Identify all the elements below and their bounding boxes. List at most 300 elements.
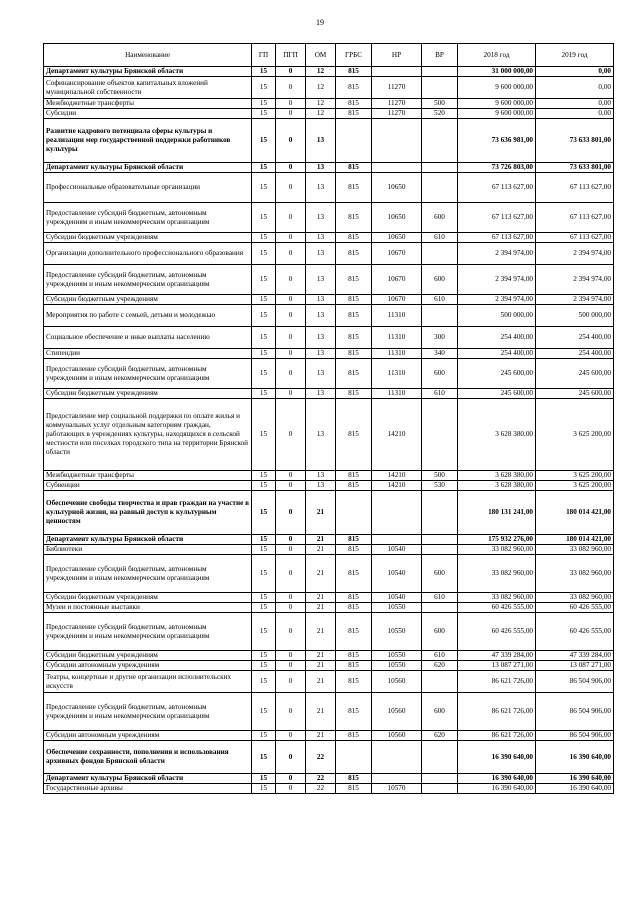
cell-amount-2019: 86 504 906,00 [536,693,614,731]
cell-om: 21 [306,613,336,651]
cell-nr: 10550 [372,613,422,651]
cell-nr: 10540 [372,555,422,593]
cell-gp: 15 [252,119,276,163]
cell-name: Субвенции [44,481,252,491]
cell-pgp: 0 [276,295,306,305]
cell-amount-2018: 2 394 974,00 [458,243,536,265]
cell-pgp: 0 [276,651,306,661]
cell-grbs: 815 [336,327,372,349]
cell-gp: 15 [252,593,276,603]
cell-amount-2018: 3 628 380,00 [458,471,536,481]
cell-amount-2019: 3 625 200,00 [536,471,614,481]
cell-amount-2019: 245 600,00 [536,359,614,389]
cell-amount-2018: 254 400,00 [458,327,536,349]
table-row [44,359,614,389]
cell-pgp: 0 [276,233,306,243]
cell-pgp: 0 [276,327,306,349]
cell-name: Межбюджетные трансферты [44,471,252,481]
cell-vr [422,399,458,471]
cell-om: 13 [306,163,336,173]
cell-gp: 15 [252,741,276,774]
cell-amount-2018: 3 628 380,00 [458,481,536,491]
cell-om: 12 [306,109,336,119]
cell-pgp: 0 [276,471,306,481]
cell-grbs: 815 [336,233,372,243]
cell-om: 13 [306,305,336,327]
cell-vr: 620 [422,661,458,671]
cell-gp: 15 [252,471,276,481]
cell-grbs: 815 [336,399,372,471]
cell-amount-2019: 73 633 801,00 [536,119,614,163]
cell-amount-2018: 9 600 000,00 [458,109,536,119]
cell-vr: 600 [422,203,458,233]
cell-gp: 15 [252,203,276,233]
cell-amount-2018: 67 113 627,00 [458,203,536,233]
cell-pgp: 0 [276,109,306,119]
cell-nr: 11310 [372,389,422,399]
cell-pgp: 0 [276,265,306,295]
cell-amount-2018: 245 600,00 [458,359,536,389]
cell-name: Библиотеки [44,545,252,555]
cell-pgp: 0 [276,774,306,784]
cell-name: Развитие кадрового потенциала сферы культуры и реализации мер государственной поддержки работников культуры [44,119,252,163]
cell-nr: 10560 [372,731,422,741]
cell-pgp: 0 [276,603,306,613]
cell-amount-2019: 60 426 555,00 [536,603,614,613]
cell-amount-2019: 0,00 [536,77,614,99]
cell-om: 21 [306,693,336,731]
cell-gp: 15 [252,555,276,593]
table-row [44,389,614,399]
cell-nr: 10670 [372,265,422,295]
header-om: ОМ [306,44,336,67]
cell-amount-2019: 33 082 960,00 [536,545,614,555]
cell-pgp: 0 [276,77,306,99]
cell-pgp: 0 [276,671,306,693]
table-row [44,661,614,671]
cell-grbs: 815 [336,173,372,203]
cell-name: Субсидии бюджетным учреждениям [44,295,252,305]
cell-amount-2018: 33 082 960,00 [458,545,536,555]
cell-pgp: 0 [276,163,306,173]
cell-pgp: 0 [276,203,306,233]
cell-nr: 10550 [372,651,422,661]
cell-amount-2018: 3 628 380,00 [458,399,536,471]
cell-pgp: 0 [276,693,306,731]
cell-vr: 500 [422,99,458,109]
budget-table [43,43,614,794]
cell-om: 21 [306,661,336,671]
table-row [44,693,614,731]
cell-vr [422,774,458,784]
cell-amount-2018: 16 390 640,00 [458,784,536,794]
table-row [44,613,614,651]
cell-vr [422,784,458,794]
cell-grbs: 815 [336,555,372,593]
cell-pgp: 0 [276,243,306,265]
cell-pgp: 0 [276,399,306,471]
cell-amount-2019: 67 113 627,00 [536,203,614,233]
cell-name: Предоставление мер социальной поддержки по оплате жилья и коммунальных услуг отдельным категориям граждан, работающих в учреждениях культуры, находящихся в сельской местности или поселках городского типа на территории Брянской области [44,399,252,471]
cell-name: Театры, концертные и другие организации исполнительских искусств [44,671,252,693]
cell-om: 13 [306,119,336,163]
cell-amount-2019: 16 390 640,00 [536,741,614,774]
table-row [44,203,614,233]
cell-pgp: 0 [276,535,306,545]
table-row [44,535,614,545]
cell-name: Государственные архивы [44,784,252,794]
cell-nr: 11270 [372,109,422,119]
cell-name: Департамент культуры Брянской области [44,67,252,77]
cell-gp: 15 [252,774,276,784]
header-year-2019: 2019 год [536,44,614,67]
cell-om: 12 [306,77,336,99]
cell-gp: 15 [252,67,276,77]
cell-vr: 600 [422,265,458,295]
cell-vr [422,741,458,774]
cell-pgp: 0 [276,731,306,741]
cell-grbs: 815 [336,731,372,741]
cell-gp: 15 [252,233,276,243]
cell-gp: 15 [252,243,276,265]
cell-amount-2019: 0,00 [536,99,614,109]
cell-name: Музеи и постоянные выставки [44,603,252,613]
cell-gp: 15 [252,327,276,349]
cell-amount-2019: 254 400,00 [536,349,614,359]
cell-vr: 610 [422,233,458,243]
cell-om: 21 [306,651,336,661]
cell-name: Департамент культуры Брянской области [44,163,252,173]
cell-vr: 610 [422,295,458,305]
cell-grbs: 815 [336,774,372,784]
table-row [44,295,614,305]
cell-amount-2018: 47 339 284,00 [458,651,536,661]
cell-om: 22 [306,784,336,794]
cell-om: 12 [306,67,336,77]
cell-nr: 10570 [372,784,422,794]
cell-vr [422,545,458,555]
table-row [44,233,614,243]
cell-gp: 15 [252,295,276,305]
cell-om: 13 [306,471,336,481]
cell-gp: 15 [252,99,276,109]
cell-nr [372,741,422,774]
cell-gp: 15 [252,359,276,389]
table-row [44,491,614,535]
table-row [44,399,614,471]
cell-om: 13 [306,389,336,399]
cell-pgp: 0 [276,119,306,163]
cell-vr: 520 [422,109,458,119]
cell-nr [372,774,422,784]
cell-pgp: 0 [276,613,306,651]
cell-name: Стипендии [44,349,252,359]
cell-pgp: 0 [276,784,306,794]
cell-name: Субсидии бюджетным учреждениям [44,389,252,399]
cell-grbs: 815 [336,471,372,481]
cell-gp: 15 [252,545,276,555]
table-header-row [44,44,614,67]
cell-vr: 500 [422,471,458,481]
cell-gp: 15 [252,535,276,545]
cell-grbs: 815 [336,99,372,109]
cell-om: 22 [306,774,336,784]
cell-nr: 10560 [372,693,422,731]
cell-pgp: 0 [276,359,306,389]
table-row [44,671,614,693]
cell-amount-2018: 60 426 555,00 [458,603,536,613]
cell-pgp: 0 [276,593,306,603]
cell-amount-2018: 73 636 981,00 [458,119,536,163]
cell-amount-2019: 67 113 627,00 [536,233,614,243]
cell-om: 21 [306,603,336,613]
cell-amount-2018: 33 082 960,00 [458,593,536,603]
cell-om: 13 [306,349,336,359]
table-row [44,265,614,295]
cell-om: 21 [306,535,336,545]
cell-vr: 300 [422,327,458,349]
cell-gp: 15 [252,481,276,491]
header-pgp: ПГП [276,44,306,67]
cell-grbs: 815 [336,359,372,389]
cell-vr: 600 [422,359,458,389]
table-row [44,651,614,661]
table-row [44,603,614,613]
cell-nr: 14210 [372,481,422,491]
cell-amount-2018: 9 600 000,00 [458,99,536,109]
cell-vr [422,535,458,545]
cell-amount-2019: 180 014 421,00 [536,491,614,535]
cell-gp: 15 [252,389,276,399]
cell-amount-2019: 33 082 960,00 [536,593,614,603]
cell-om: 13 [306,243,336,265]
cell-amount-2018: 73 726 803,00 [458,163,536,173]
cell-amount-2018: 86 621 726,00 [458,731,536,741]
cell-amount-2019: 73 633 801,00 [536,163,614,173]
cell-name: Предоставление субсидий бюджетным, автономным учреждениям и иным некоммерческим организациям [44,359,252,389]
cell-om: 21 [306,671,336,693]
page-number: 19 [316,18,324,27]
cell-amount-2019: 3 625 200,00 [536,481,614,491]
table-row [44,555,614,593]
cell-vr [422,243,458,265]
table-row [44,77,614,99]
cell-vr [422,77,458,99]
cell-name: Предоставление субсидий бюджетным, автономным учреждениям и иным некоммерческим организациям [44,613,252,651]
cell-pgp: 0 [276,99,306,109]
cell-amount-2019: 16 390 640,00 [536,774,614,784]
cell-amount-2019: 16 390 640,00 [536,784,614,794]
cell-amount-2018: 86 621 726,00 [458,671,536,693]
table-row [44,67,614,77]
cell-amount-2019: 245 600,00 [536,389,614,399]
cell-gp: 15 [252,603,276,613]
cell-vr [422,671,458,693]
cell-name: Субсидии автономным учреждениям [44,731,252,741]
cell-amount-2019: 13 087 271,00 [536,661,614,671]
cell-om: 13 [306,265,336,295]
cell-grbs: 815 [336,613,372,651]
table-row [44,327,614,349]
cell-pgp: 0 [276,545,306,555]
cell-gp: 15 [252,784,276,794]
cell-name: Мероприятия по работе с семьей, детьми и молодежью [44,305,252,327]
table-row [44,173,614,203]
cell-vr [422,67,458,77]
cell-amount-2019: 2 394 974,00 [536,243,614,265]
cell-name: Организации дополнительного профессионального образования [44,243,252,265]
cell-grbs: 815 [336,265,372,295]
cell-nr: 10650 [372,233,422,243]
cell-name: Предоставление субсидий бюджетным, автономным учреждениям и иным некоммерческим организациям [44,693,252,731]
header-year-2018: 2018 год [458,44,536,67]
cell-pgp: 0 [276,481,306,491]
cell-pgp: 0 [276,173,306,203]
cell-gp: 15 [252,305,276,327]
cell-name: Департамент культуры Брянской области [44,774,252,784]
cell-pgp: 0 [276,491,306,535]
cell-name: Субсидии [44,109,252,119]
cell-nr: 10540 [372,545,422,555]
cell-amount-2018: 16 390 640,00 [458,741,536,774]
cell-gp: 15 [252,109,276,119]
cell-amount-2019: 47 339 284,00 [536,651,614,661]
cell-pgp: 0 [276,349,306,359]
cell-om: 13 [306,359,336,389]
table-row [44,731,614,741]
cell-amount-2019: 2 394 974,00 [536,265,614,295]
cell-grbs: 815 [336,295,372,305]
cell-amount-2018: 2 394 974,00 [458,265,536,295]
cell-pgp: 0 [276,661,306,671]
cell-om: 13 [306,203,336,233]
header-vr: ВР [422,44,458,67]
cell-vr [422,173,458,203]
cell-nr: 10650 [372,203,422,233]
cell-grbs [336,741,372,774]
cell-name: Субсидии бюджетным учреждениям [44,233,252,243]
cell-nr [372,535,422,545]
cell-gp: 15 [252,349,276,359]
cell-gp: 15 [252,693,276,731]
cell-gp: 15 [252,671,276,693]
cell-gp: 15 [252,173,276,203]
table-row [44,593,614,603]
cell-amount-2019: 0,00 [536,67,614,77]
cell-amount-2019: 500 000,00 [536,305,614,327]
cell-om: 12 [306,99,336,109]
cell-grbs: 815 [336,389,372,399]
cell-om: 21 [306,731,336,741]
cell-amount-2018: 33 082 960,00 [458,555,536,593]
cell-amount-2019: 86 504 906,00 [536,731,614,741]
cell-name: Департамент культуры Брянской области [44,535,252,545]
cell-grbs: 815 [336,651,372,661]
cell-om: 21 [306,545,336,555]
cell-grbs: 815 [336,693,372,731]
cell-grbs: 815 [336,67,372,77]
cell-name: Субсидии автономным учреждениям [44,661,252,671]
cell-vr: 600 [422,693,458,731]
cell-grbs: 815 [336,545,372,555]
cell-grbs: 815 [336,661,372,671]
cell-om: 13 [306,173,336,203]
cell-om: 13 [306,233,336,243]
cell-gp: 15 [252,163,276,173]
cell-vr: 600 [422,555,458,593]
cell-vr [422,305,458,327]
cell-om: 13 [306,295,336,305]
cell-gp: 15 [252,651,276,661]
cell-amount-2018: 13 087 271,00 [458,661,536,671]
cell-om: 21 [306,491,336,535]
cell-vr: 530 [422,481,458,491]
cell-nr: 10550 [372,661,422,671]
cell-nr: 10540 [372,593,422,603]
cell-grbs: 815 [336,109,372,119]
cell-gp: 15 [252,661,276,671]
cell-grbs: 815 [336,77,372,99]
table-row [44,774,614,784]
cell-pgp: 0 [276,389,306,399]
cell-vr [422,603,458,613]
cell-nr: 11270 [372,99,422,109]
cell-name: Субсидии бюджетным учреждениям [44,651,252,661]
table-row [44,109,614,119]
cell-om: 21 [306,555,336,593]
cell-name: Профессиональные образовательные организации [44,173,252,203]
cell-om: 13 [306,327,336,349]
cell-grbs: 815 [336,243,372,265]
cell-amount-2018: 67 113 627,00 [458,173,536,203]
cell-amount-2018: 2 394 974,00 [458,295,536,305]
header-gp: ГП [252,44,276,67]
table-row [44,741,614,774]
table-row [44,99,614,109]
cell-nr: 10650 [372,173,422,203]
cell-vr: 610 [422,389,458,399]
cell-name: Обеспечение свободы творчества и прав граждан на участие в культурной жизни, на равный доступ к культурным ценностям [44,491,252,535]
table-row [44,471,614,481]
cell-nr [372,119,422,163]
cell-gp: 15 [252,613,276,651]
cell-nr: 10550 [372,603,422,613]
cell-pgp: 0 [276,741,306,774]
cell-nr [372,67,422,77]
cell-amount-2018: 180 131 241,00 [458,491,536,535]
cell-vr: 600 [422,613,458,651]
cell-name: Предоставление субсидий бюджетным, автономным учреждениям и иным некоммерческим организациям [44,555,252,593]
cell-grbs: 815 [336,349,372,359]
cell-grbs: 815 [336,593,372,603]
cell-om: 13 [306,481,336,491]
cell-nr: 14210 [372,399,422,471]
cell-amount-2019: 254 400,00 [536,327,614,349]
cell-gp: 15 [252,731,276,741]
cell-amount-2019: 180 014 421,00 [536,535,614,545]
cell-gp: 15 [252,265,276,295]
cell-vr: 340 [422,349,458,359]
cell-nr: 10560 [372,671,422,693]
header-nr: НР [372,44,422,67]
cell-nr: 11310 [372,305,422,327]
cell-amount-2018: 175 932 276,00 [458,535,536,545]
cell-nr: 11270 [372,77,422,99]
cell-nr: 11310 [372,359,422,389]
cell-amount-2019: 86 504 906,00 [536,671,614,693]
cell-amount-2018: 16 390 640,00 [458,774,536,784]
table-row [44,163,614,173]
